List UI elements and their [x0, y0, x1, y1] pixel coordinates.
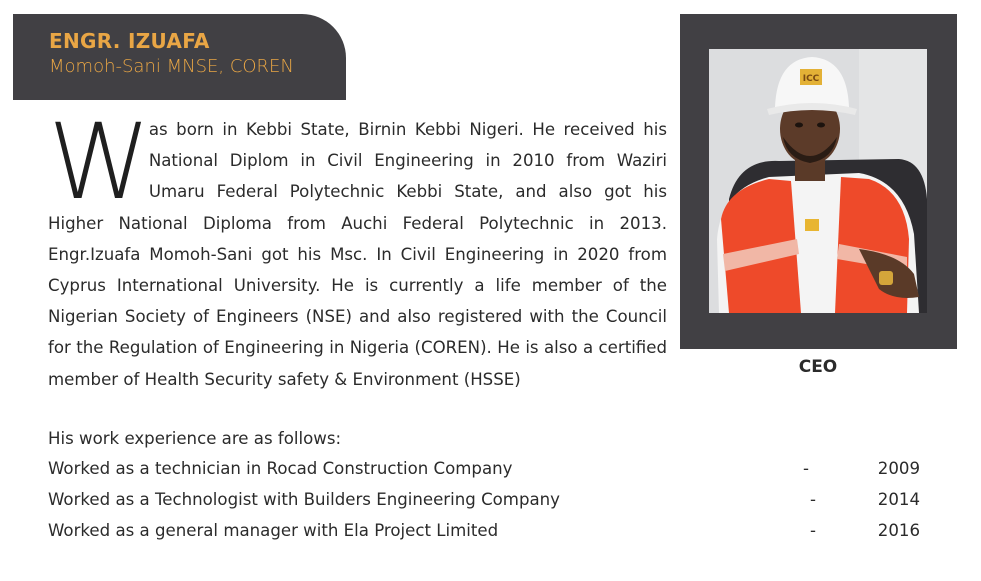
experience-description: Worked as a general manager with Ela Project Limited	[48, 521, 499, 540]
person-name: ENGR. IZUAFA	[49, 29, 210, 53]
experience-description: Worked as a technician in Rocad Construction Company	[48, 459, 513, 478]
photo-frame	[680, 14, 957, 349]
role-caption: CEO	[798, 357, 838, 377]
experience-row	[48, 453, 920, 484]
experience-separator: -	[803, 459, 809, 478]
helmet-logo-text: ICC	[802, 74, 820, 84]
experience-description: Worked as a Technologist with Builders Engineering Company	[48, 490, 561, 509]
experience-year: 2016	[877, 521, 920, 540]
experience-year: 2009	[877, 459, 920, 478]
experience-separator: -	[810, 490, 816, 509]
biography-text: as born in Kebbi State, Birnin Kebbi Nigeri. He received his National Diplom in Civil Engineering in 2010 from Waziri Umaru Federal Polytechnic Kebbi State, and also got his Higher National Diploma from Auchi Federal Polytechnic in 2013. Engr.Izuafa Momoh-Sani got his Msc. In Civil Engineering in 2020 from Cyprus International University. He is currently a life member of the Nigerian Society of Engineers (NSE) and also registered with the Council for the Regulation of Engineering in Nigeria (COREN). He is also a certified member of Health Security safety & Environment (HSSE)	[48, 120, 667, 389]
person-credentials: Momoh-Sani MNSE, COREN	[49, 56, 294, 77]
person-portrait-icon	[709, 49, 927, 313]
drop-cap: W	[48, 101, 145, 223]
experience-row	[48, 515, 920, 546]
experience-intro: His work experience are as follows:	[48, 429, 342, 448]
name-banner	[13, 14, 346, 100]
experience-row	[48, 484, 920, 515]
experience-separator: -	[810, 521, 816, 540]
ceo-photo	[709, 49, 927, 313]
biography-paragraph	[48, 101, 667, 395]
experience-year: 2014	[877, 490, 920, 509]
